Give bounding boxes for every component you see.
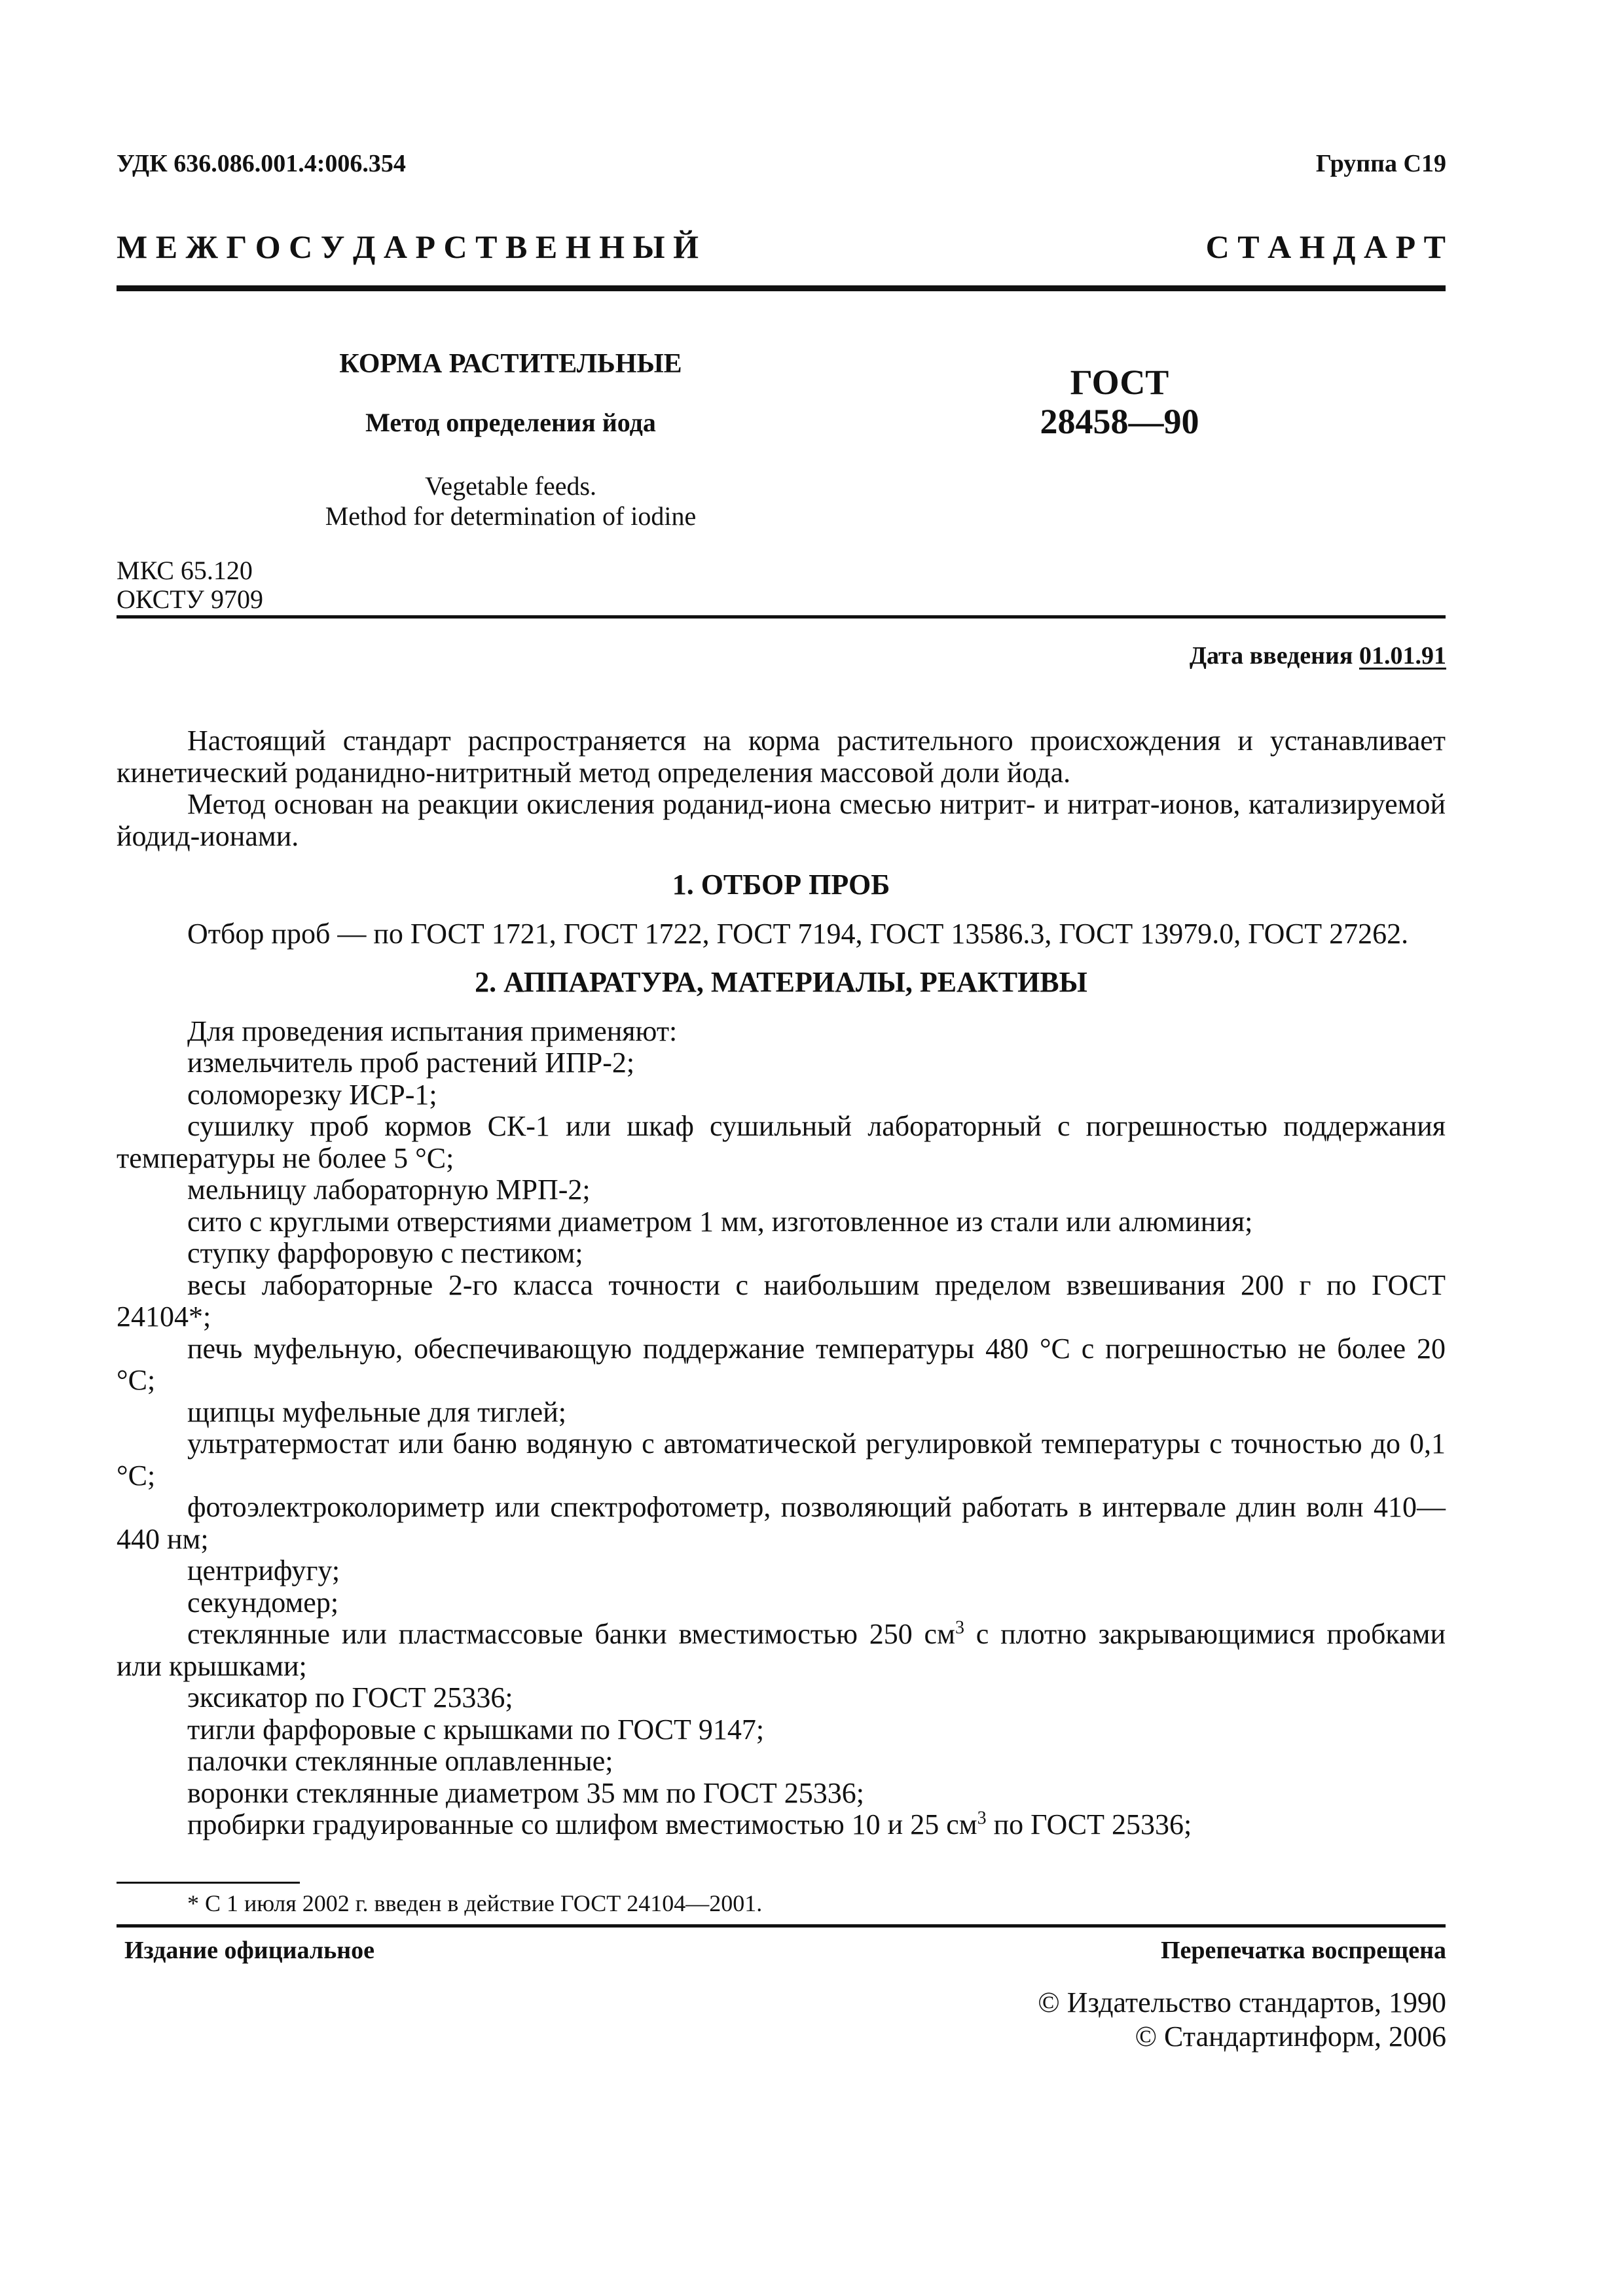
tubes-superscript: 3 [977,1808,987,1829]
gost-label: ГОСТ [1070,363,1169,402]
classifier-codes [117,556,263,614]
edition-note: Издание официальное [124,1937,375,1964]
list-item: палочки стеклянные оплавленные; [187,1745,613,1777]
gost-code: 28458—90 [1040,402,1199,441]
jars-text: стеклянные или пластмассовые банки вместимостью 250 см [187,1618,955,1650]
copyright-line: © Стандартинформ, 2006 [1135,2020,1446,2053]
section-heading-apparatus: 2. АППАРАТУРА, МАТЕРИАЛЫ, РЕАКТИВЫ [475,966,1087,998]
document-body [117,725,1446,1841]
list-item: щипцы муфельные для тиглей; [187,1395,566,1428]
jars-text-tail: с плотно закрывающимися пробками или крышками; [117,1618,1446,1682]
list-item: эксикатор по ГОСТ 25336; [187,1681,513,1713]
footnote: * С 1 июля 2002 г. введен в действие ГОСТ 24104—2001. [187,1890,763,1916]
doc-subtitle: Метод определения йода [365,408,656,437]
list-item: ступку фарфоровую с пестиком; [187,1237,583,1269]
list-item: тигли фарфоровые с крышками по ГОСТ 9147; [187,1713,765,1746]
gost-number [1021,363,1218,441]
effective-date-label: Дата введения [1189,642,1359,670]
list-item: воронки стеклянные диаметром 35 мм по ГОСТ 25336; [187,1776,864,1809]
mks-code: МКС 65.120 [117,556,253,585]
list-item [117,1619,1446,1682]
copyright-block [1038,1986,1446,2054]
list-item [117,1809,1446,1841]
english-title-line1: Vegetable feeds. [424,471,597,501]
list-item: фотоэлектроколориметр или спектрофотометр, позволяющий работать в интервале длин волн 410—440 нм; [117,1491,1446,1555]
list-item: сушилку проб кормов СК-1 или шкаф сушильный лабораторный с погрешностью поддержания температуры не более 5 °С; [117,1110,1446,1174]
list-item: весы лабораторные 2-го класса точности с наибольшим пределом взвешивания 200 г по ГОСТ 24104*; [117,1268,1446,1333]
list-item: ультратермостат или баню водяную с автоматической регулировкой температуры с точностью до 0,1 °С; [117,1427,1446,1492]
list-item: секундомер; [187,1586,339,1619]
list-item: печь муфельную, обеспечивающую поддержание температуры 480 °С с погрешностью не более 20 °С; [117,1332,1446,1396]
header-divider [117,285,1446,291]
reprint-note: Перепечатка воспрещена [1160,1937,1446,1964]
section-heading-sampling: 1. ОТБОР ПРОБ [672,869,890,901]
english-title-line2: Method for determination of iodine [325,501,697,531]
list-item: мельницу лабораторную МРП-2; [187,1174,591,1206]
list-item: измельчитель проб растений ИПР-2; [187,1047,635,1079]
copyright-line: © Издательство стандартов, 1990 [1038,1986,1446,2018]
group-code: Группа С19 [1315,150,1446,177]
footer-divider [117,1924,1446,1928]
intro-paragraph: Настоящий стандарт распространяется на корма растительного происхождения и устанавливает кинетический роданидно-нитритный метод определения массовой доли йода. [117,725,1446,789]
intro-paragraph: Метод основан на реакции окисления роданид-иона смесью нитрит- и нитрат-ионов, катализируемой йодид-ионами. [117,788,1446,852]
list-item: сито с круглыми отверстиями диаметром 1 мм, изготовленное из стали или алюминия; [187,1205,1253,1238]
footnote-divider [117,1882,300,1884]
doc-title: КОРМА РАСТИТЕЛЬНЫЕ [339,349,682,379]
okstu-code: ОКСТУ 9709 [117,584,264,614]
doc-title-english [275,471,746,531]
list-item: центрифугу; [187,1554,340,1587]
udk-code: УДК 636.086.001.4:006.354 [117,150,406,177]
tubes-text-tail: по ГОСТ 25336; [986,1808,1192,1840]
banner-word-interstate: М Е Ж Г О С У Д А Р С Т В Е Н Н Ы Й [117,228,699,265]
list-item: соломорезку ИСР-1; [187,1078,437,1111]
effective-date [1190,641,1446,670]
jars-superscript: 3 [955,1617,964,1638]
sampling-paragraph: Отбор проб — по ГОСТ 1721, ГОСТ 1722, ГОСТ 7194, ГОСТ 13586.3, ГОСТ 13979.0, ГОСТ 27262. [187,917,1409,950]
standard-banner [117,228,1446,266]
effective-date-value: 01.01.91 [1359,642,1446,670]
tubes-text: пробирки градуированные со шлифом вместимостью 10 и 25 см [187,1808,977,1840]
banner-word-standard: С Т А Н Д А Р Т [1205,228,1446,265]
title-divider [117,615,1446,619]
apparatus-lead: Для проведения испытания применяют: [187,1014,678,1047]
